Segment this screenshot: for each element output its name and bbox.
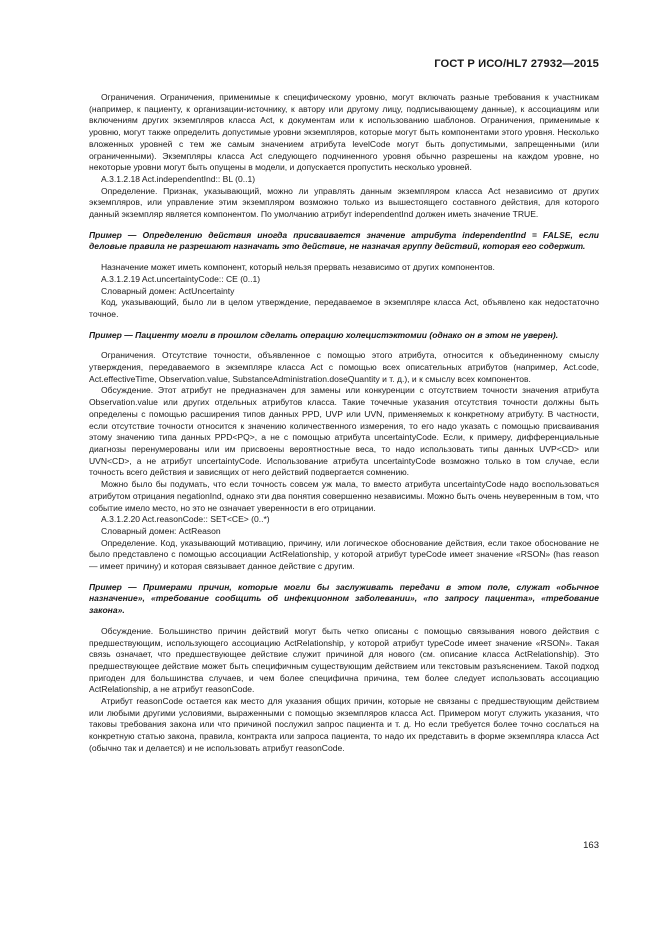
paragraph-assignment: Назначение может иметь компонент, который нельзя прервать независимо от других компонентов.	[101, 262, 495, 273]
document-header: ГОСТ Р ИСО/HL7 27932—2015	[434, 58, 599, 70]
example-independentind: Пример — Определению действия иногда присваивается значение атрибута independentInd = FALSE, если деловые правила не разрешают назначать это действие, не назначая группу действий, которая его содержит.	[89, 229, 599, 252]
page-number: 163	[583, 840, 599, 851]
paragraph-reason-general: Атрибут reasonCode остается как место для указания общих причин, которые не связаны с предшествующим действием или любыми другими условиями, выраженными с помощью экземпляров класса Act. Примером могут служить указания, что таковы требования закона или что причиной послужил запрос пациента и т. д. Но если требуется более точно сослаться на конкретную статью закона, правила, контракта или запроса пациента, то надо их представить в форме экземпляра класса Act (обычно так и делается) и не использовать атрибут reasonCode.	[89, 696, 599, 753]
section-heading-reasoncode: A.3.1.2.20 Act.reasonCode:: SET<CE> (0..*)	[101, 514, 270, 525]
example-reason: Пример — Примерами причин, которые могли бы заслуживать передачи в этом поле, служат «обычное назначение», «требование сообщить об инфекционном заболевании», «по запросу пациента», «требование закона».	[89, 581, 599, 616]
paragraph-uncertainty-discussion: Обсуждение. Этот атрибут не предназначен для замены или конкуренции с отсутствием точности значения атрибута Observation.value или других отдельных атрибутов класса. Такие точечные указания отсутствия точности должны быть определены с помощью расширения типов данных PPD, UVP или UVN, применяемых к конкретному атрибуту. В частности, если отсутствие точности относится к значению количественного измерения, то его надо указать с помощью присваивания этому значению типа данных PPD<PQ>, а не с помощью атрибута uncertaintyCode. Если, к примеру, дифференциальные диагнозы перенумерованы или им присвоены вероятностные веса, то надо использовать типы данных UVP<CD> или UVN<CD>, а не атрибут uncertaintyCode. Использование атрибута uncertaintyCode возможно только в том случае, если точность всего действия и зависящих от него действий подвергается сомнению.	[89, 385, 599, 478]
paragraph-negation: Можно было бы подумать, что если точность совсем уж мала, то вместо атрибута uncertaintyCode надо воспользоваться атрибутом отрицания negationInd, однако эти два понятия совершенно независимы. Можно быть очень неуверенным в том, что событие имело место, но это не означает уверенности в его отрицании.	[89, 479, 599, 513]
section-heading-uncertaintycode: A.3.1.2.19 Act.uncertaintyCode:: CE (0..1)	[101, 273, 261, 284]
paragraph-reason-discussion: Обсуждение. Большинство причин действий могут быть четко описаны с помощью связывания нового действия с предшествующим, использующего ассоциацию ActRelationship, у которой атрибут typeCode имеет значение «RSON». Такая связь означает, что предшествующее действие служит причиной для нового (см. описание класса ActRelationship). Это предшествующее действие может быть специфичным существующим действием или текстовым разъяснением. Такой подход пригоден для большинства случаев, и чем более специфична причина, тем более следует использовать ассоциацию ActRelationship, а не атрибут reasonCode.	[89, 625, 599, 695]
vocabulary-domain-reason: Словарный домен: ActReason	[101, 525, 221, 536]
paragraph-uncertainty-code: Код, указывающий, было ли в целом утверждение, передаваемое в экземпляре класса Act, объявлено как недостаточно точное.	[89, 297, 599, 319]
paragraph-restrictions: Ограничения. Ограничения, применимые к специфическому уровню, могут включать разные требования к участникам (например, к пациенту, к организации-источнику, к автору или другому лицу, подписывающему данные), к ассоциациям или включениям других экземпляров класса Act, к документам или к использованию шаблонов. Ограничения, применимые к уровню, могут также определить допустимые уровни экземпляров, которые могут быть компонентами этого уровня. Несколько вложенных уровней с тем же самым значением атрибута levelCode могут быть допустимыми, запрещенными (или ограниченными). Экземпляры класса Act следующего подчиненного уровня обычно разрешены на каждом уровне, но некоторые уровни могут быть опущены в модели, и допускается пропустить несколько уровней.	[89, 92, 599, 173]
paragraph-reason-definition: Определение. Код, указывающий мотивацию, причину, или логическое обоснование действия, если такое обоснование не было представлено с помощью ассоциации ActRelationship, у которой атрибут typeCode имеет значение «RSON» (has reason — имеет причину) и которая связывает данное действие с другим.	[89, 537, 599, 572]
section-heading-independentind: A.3.1.2.18 Act.independentInd:: BL (0..1)	[101, 173, 256, 184]
paragraph-definition-independentind: Определение. Признак, указывающий, можно ли управлять данным экземпляром класса Act независимо от других экземпляров, или управление этим экземпляром возможно только из вышестоящего составного действия, для которого данный экземпляр является компонентом. По умолчанию атрибут independentInd должен иметь значение TRUE.	[89, 185, 599, 220]
vocabulary-domain-uncertainty: Словарный домен: ActUncertainty	[101, 285, 235, 296]
document-body	[89, 92, 599, 755]
example-uncertainty: Пример — Пациенту могли в прошлом сделать операцию холецистэктомии (однако он в этом не уверен).	[89, 329, 559, 340]
paragraph-uncertainty-restrictions: Ограничения. Отсутствие точности, объявленное с помощью этого атрибута, относится к объединенному смыслу утверждения, передаваемого в экземпляре класса Act с помощью всех описательных атрибутов (например, Act.code, Act.effectiveTime, Observation.value, SubstanceAdministration.doseQuantity и т. д.), и к смыслу всех компонентов.	[89, 350, 599, 384]
